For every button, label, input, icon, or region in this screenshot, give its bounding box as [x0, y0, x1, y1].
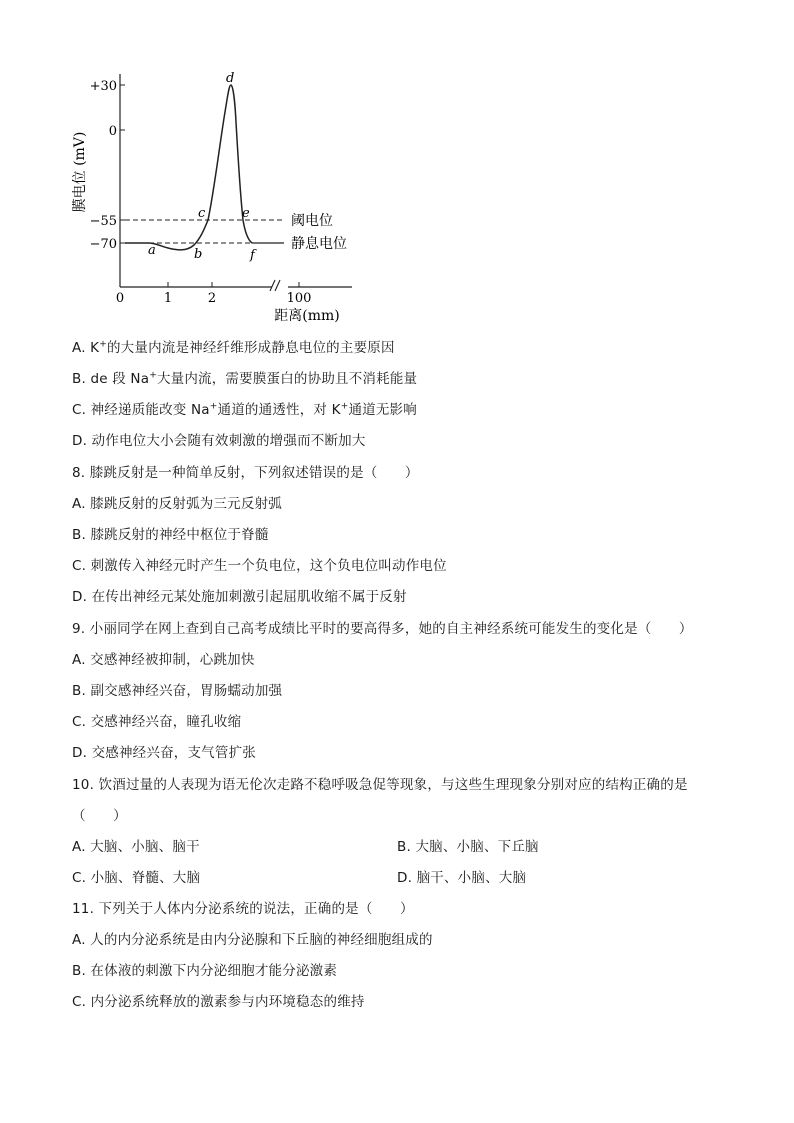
q8-stem: 8. 膝跳反射是一种简单反射，下列叙述错误的是（ ）	[72, 465, 419, 481]
x-tick-label: 2	[207, 291, 217, 306]
q7-option-b	[72, 370, 417, 388]
x-tick-label: 0	[115, 291, 125, 306]
q7-option-c	[72, 401, 417, 419]
superscript: +	[209, 401, 218, 412]
x-tick-label: 100	[286, 291, 312, 306]
option-text: A. K	[72, 340, 100, 356]
q10-stem-continued: （ ）	[72, 808, 127, 824]
q10-option-b: B. 大脑、小脑、下丘脑	[397, 839, 539, 855]
option-text: 通道的通透性，对 K	[217, 402, 341, 418]
point-label-e: e	[242, 206, 250, 221]
y-tick-label: 0	[108, 124, 117, 139]
x-tick-label: 1	[163, 291, 173, 306]
q8-option-b: B. 膝跳反射的神经中枢位于脊髓	[72, 527, 269, 543]
q8-option-a: A. 膝跳反射的反射弧为三元反射弧	[72, 496, 282, 512]
superscript: +	[340, 401, 349, 412]
resting-label: 静息电位	[291, 236, 347, 252]
q11-option-a: A. 人的内分泌系统是由内分泌腺和下丘脑的神经细胞组成的	[72, 932, 433, 948]
q7-option-d: D. 动作电位大小会随有效刺激的增强而不断加大	[72, 433, 366, 449]
point-label-d: d	[226, 71, 235, 86]
point-label-b: b	[194, 247, 203, 262]
potential-curve	[125, 85, 252, 250]
y-tick-label: −55	[89, 214, 117, 229]
threshold-label: 阈电位	[291, 213, 333, 229]
y-tick-label: −70	[89, 237, 117, 252]
option-text: 大量内流，需要膜蛋白的协助且不消耗能量	[156, 371, 418, 387]
option-text: 的大量内流是神经纤维形成静息电位的主要原因	[106, 340, 395, 356]
superscript: +	[99, 339, 107, 350]
y-tick-label: +30	[89, 79, 117, 94]
option-text: B. de 段 Na	[72, 371, 150, 387]
axis-break-mark	[275, 280, 280, 291]
x-axis-label: 距离(mm)	[274, 308, 340, 324]
y-axis-label: 膜电位 (mV)	[72, 131, 88, 213]
q10-option-d: D. 脑干、小脑、大脑	[397, 870, 527, 886]
axis-break-mark	[270, 280, 275, 291]
point-label-a: a	[148, 243, 156, 258]
membrane-potential-graph	[62, 62, 372, 330]
q10-option-c: C. 小脑、脊髓、大脑	[72, 870, 201, 886]
superscript: +	[149, 370, 157, 381]
point-label-c: c	[198, 206, 206, 221]
q9-option-d: D. 交感神经兴奋，支气管扩张	[72, 745, 256, 761]
q11-stem: 11. 下列关于人体内分泌系统的说法，正确的是（ ）	[72, 901, 414, 917]
option-text: C. 神经递质能改变 Na	[72, 402, 210, 418]
q9-stem: 9. 小丽同学在网上查到自己高考成绩比平时的要高得多，她的自主神经系统可能发生的变化是（ ）	[72, 621, 693, 637]
q10-stem: 10. 饮酒过量的人表现为语无伦次走路不稳呼吸急促等现象，与这些生理现象分别对应的结构正确的是	[72, 777, 688, 793]
q8-option-d: D. 在传出神经元某处施加刺激引起屈肌收缩不属于反射	[72, 589, 407, 605]
option-text: 通道无影响	[348, 402, 417, 418]
q9-option-c: C. 交感神经兴奋，瞳孔收缩	[72, 714, 242, 730]
q8-option-c: C. 刺激传入神经元时产生一个负电位，这个负电位叫动作电位	[72, 558, 447, 574]
q7-option-a	[72, 339, 395, 357]
membrane-potential-figure	[62, 62, 372, 330]
q9-option-a: A. 交感神经被抑制，心跳加快	[72, 652, 255, 668]
q11-option-c: C. 内分泌系统释放的激素参与内环境稳态的维持	[72, 994, 365, 1010]
q11-option-b: B. 在体液的刺激下内分泌细胞才能分泌激素	[72, 963, 338, 979]
q10-option-a: A. 大脑、小脑、脑干	[72, 839, 200, 855]
point-label-f: f	[250, 248, 255, 263]
q9-option-b: B. 副交感神经兴奋，胃肠蠕动加强	[72, 683, 283, 699]
